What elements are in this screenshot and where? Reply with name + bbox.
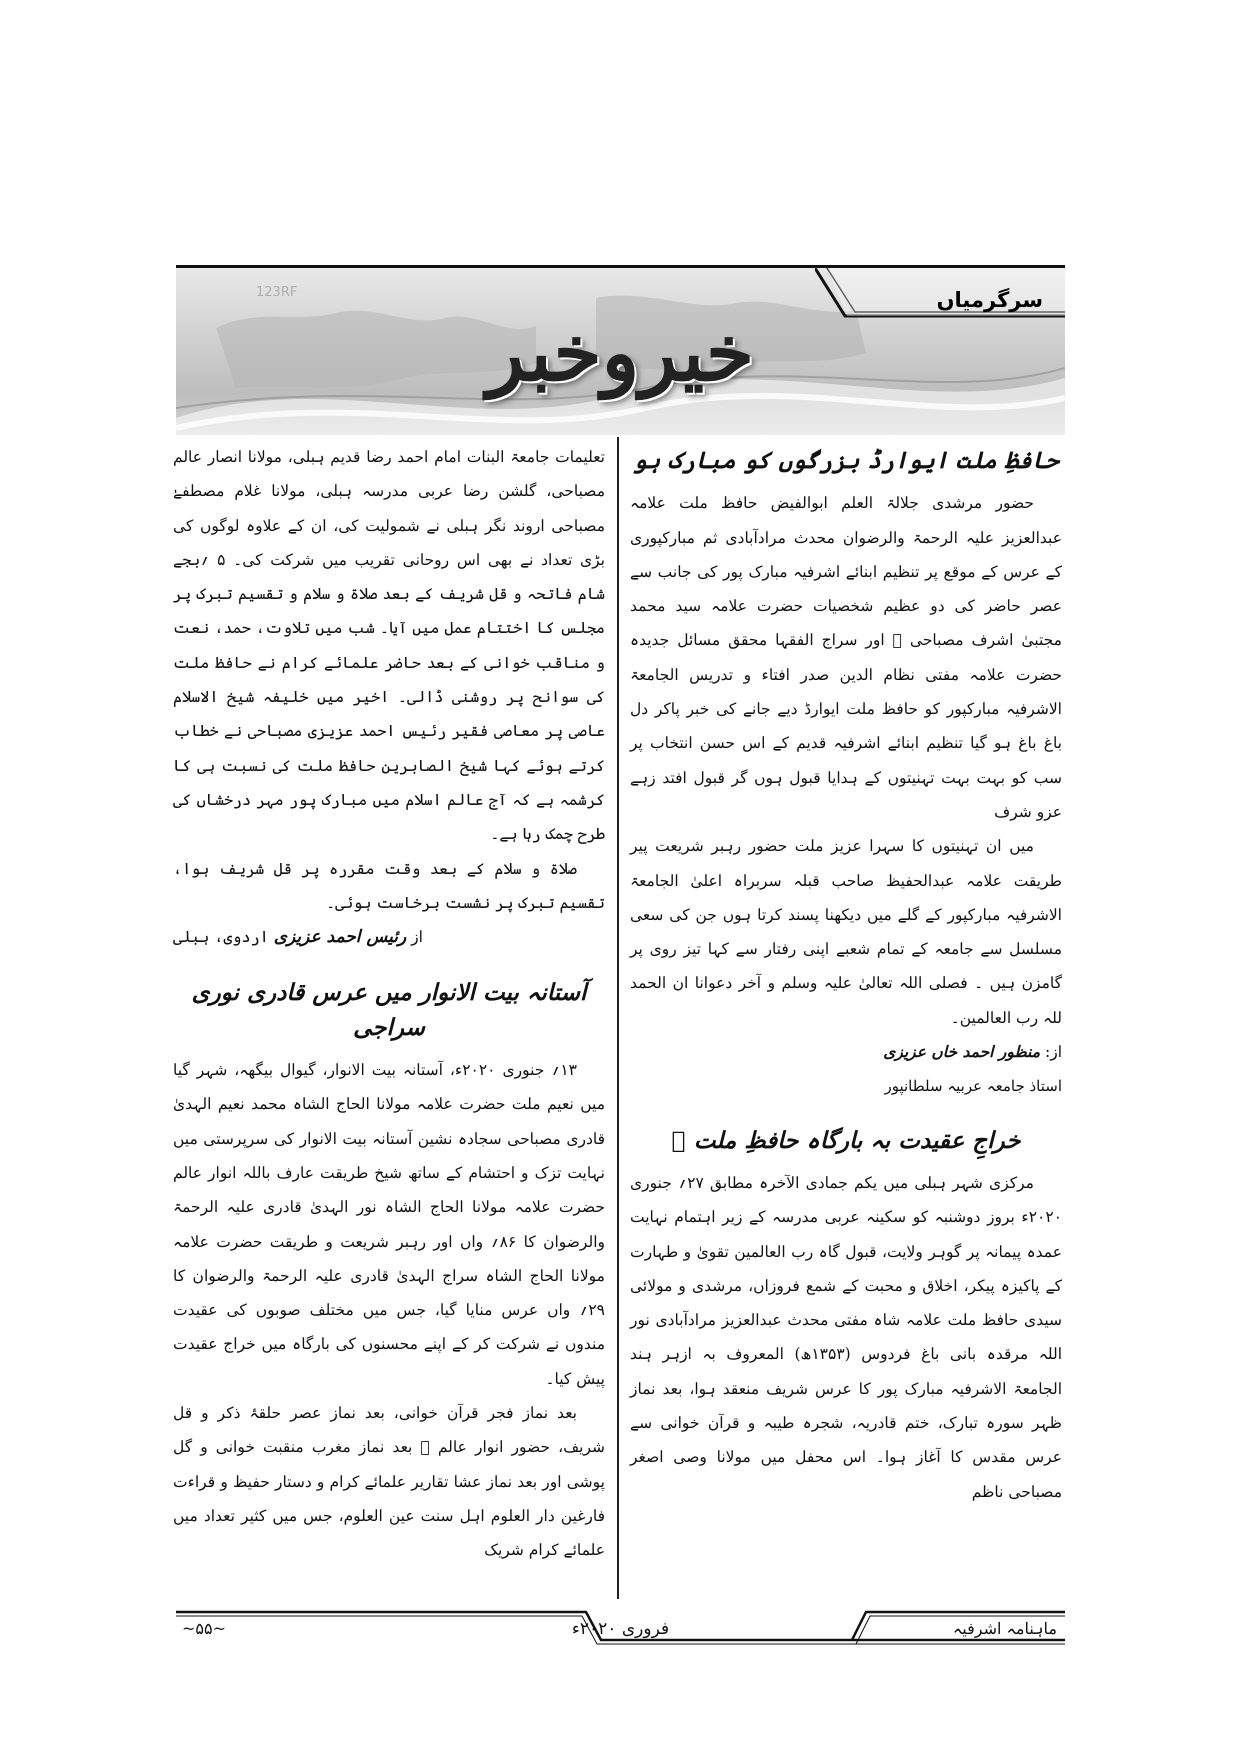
article-heading-urs-qadri-noori-siraji: آستانہ بیت الانوار میں عرس قادری نوری سراجی <box>191 979 587 1041</box>
article-paragraph: ۱۳؍ جنوری ۲۰۲۰ء، آستانہ بیت الانوار، گیوال بیگھہ، شہر گیا میں نعیم ملت حضرت علامہ مولانا الحاج الشاہ محمد نعیم الہدیٰ قادری مصباحی سجادہ نشین آستانہ بیت الانوار کی سرپرستی میں نہایت تزک و احتشام کے ساتھ شیخ طریقت عارف باللہ انوار عالم حضرت علامہ مولانا الحاج الشاہ نور الہدیٰ قادری علیہ الرحمۃ والرضوان کا ۸۶؍ واں اور رہبر شریعت و طریقت حضرت علامہ مولانا الحاج الشاہ سراج الہدیٰ قادری علیہ الرحمۃ والرضوان کا ۲۹؍ واں عرس منایا گیا، جس میں مختلف صوبوں کی عقیدت مندوں نے شرکت کر کے اپنے محسنوں کی بارگاہ میں خراج عقیدت پیش کیا۔ <box>173 1061 606 1388</box>
page-number: ~۵۵~ <box>182 1619 226 1638</box>
footer-magazine-name: ماہنامہ اشرفیہ <box>952 1619 1057 1638</box>
byline-author: منظور احمد خاں عزیزی <box>883 1042 1041 1062</box>
article-continuation: تعلیمات جامعۃ البنات امام احمد رضا قدیم ہبلی، مولانا انصار عالم مصباحی، گلشن رضا عربی مدرسہ ہبلی، مولانا غلام مصطفےٰ مصباحی اروند نگر ہبلی نے شمولیت کی، ان کے علاوہ لوگوں کی بڑی تعداد نے بھی اس روحانی تقریب میں شرکت کی۔ ۵ ؍بجے شام فاتحہ و قل شریف کے بعد صلاۃ و سلام و تقسیم تبرک پر مجلس کا اختتام عمل میں آیا۔ شب میں تلاوت، حمد، نعت و مناقب خوانی کے بعد حاضر علمائے کرام نے حافظ ملت کی سوانح پر روشنی ڈالی۔ اخیر میں خلیفہ شیخ الاسلام عاصی پر معاصی فقیر رئیس احمد عزیزی مصباحی نے خطاب کرتے ہوئے کہا شیخ الصابرین حافظ ملت کی نسبت ہی کا کرشمہ ہے کہ آج عالم اسلام میں مبارک پور مہر درخشاں کی طرح چمک رہا ہے۔ <box>173 448 605 844</box>
article-paragraph: مرکزی شہر ہبلی میں یکم جمادی الآخرہ مطابق ۲۷؍ جنوری ۲۰۲۰ء بروز دوشنبہ کو سکینہ عربی مدرسہ کے زیر اہتمام نہایت عمدہ پیمانہ پر گوہر ولایت، قبول گاہ رب العالمین تقویٰ و طہارت کے پاکیزہ پیکر، اخلاق و محبت کے شمع فروزاں، مرشدی و مولائی سیدی حافظ ملت علامہ شاہ مفتی محدث عبدالعزیز مرادآبادی نور اللہ مرقدہ بانی باغ فردوس (۱۳۵۳ھ) المعروف بہ ازہر ہند الجامعۃ الاشرفیہ مبارک پور کا عرس شریف منعقد ہوا، بعد نماز ظہر سورہ تبارک، ختم قادریہ، شجرہ طیبہ و قرآن خوانی سے عرس مقدس کا آغاز ہوا۔ اس محفل میں مولانا وصی اصغر مصباحی ناظم <box>630 1173 1063 1501</box>
byline-institution: استاذ جامعہ عربیہ سلطانپور <box>884 1077 1062 1096</box>
signoff-suffix: اردوی، ہبلی <box>173 928 269 947</box>
right-column <box>630 440 1062 1509</box>
column-divider <box>617 437 619 1599</box>
article-heading-hafiz-millat-award: حافظِ ملت ایوارڈ بزرگوں کو مبارک ہو <box>633 447 1059 474</box>
page-title: خیروخبر <box>486 308 755 399</box>
header-banner <box>176 265 1065 435</box>
article-signoff <box>173 920 605 954</box>
signoff-author: رئیس احمد عزیزی <box>273 927 407 948</box>
signoff-signature <box>173 920 423 954</box>
page-footer <box>176 1610 1065 1650</box>
byline-prefix: از: <box>1044 1043 1062 1062</box>
article-closing: صلاۃ و سلام کے بعد وقت مقررہ پر قل شریف ہوا، تقسیم تبرک پر نشست برخاست ہوئی۔ <box>173 859 605 912</box>
article-paragraph: میں ان تہنیتوں کا سہرا عزیز ملت حضور رہبر شریعت پیر طریقت علامہ عبدالحفیظ صاحب قبلہ سربراہ اعلیٰ الجامعۃ الاشرفیہ مبارکپور کے گلے میں دیکھنا پسند کرتا ہوں جن کی سعی مسلسل سے جامعہ کے تمام شعبے اپنی رفتار سے کہا تیز روی پر گامزن ہیں ۔ فصلی اللہ تعالیٰ علیہ وسلم و آخر دعوانا ان الحمد للہ رب العالمین۔ <box>630 837 1062 1027</box>
article-paragraph: حضور مرشدی جلالۃ العلم ابوالفیض حافظ ملت علامہ عبدالعزیز علیہ الرحمۃ والرضوان محدث مرادآبادی ثم مبارکپوری کے عرس کے موقع پر تنظیم ابنائے اشرفیہ مبارک پور کی جانب سے عصر حاضر کی دو عظیم شخصیات حضرت علامہ سید محمد مجتبیٰ اشرف مصباحی ﷬ اور سراج الفقہا محقق مسائل جدیدہ حضرت علامہ مفتی نظام الدین صدر افتاء و تدریس الجامعۃ الاشرفیہ مبارکپور کو حافظ ملت ایوارڈ دیے جانے کی خبر پاکر دل باغ باغ ہو گیا تنظیم ابنائے اشرفیہ قدیم کے اس حسن انتخاب پر سب کو بہت بہت تہنیتوں کے ہدایا قبول ہوں گر قبول افتد زہے عزو شرف <box>630 494 1062 821</box>
footer-issue-date: فروری ۲۰۲۰ء <box>571 1619 670 1639</box>
section-label: سرگرمیاں <box>936 288 1043 312</box>
signoff-prefix: از <box>411 928 423 947</box>
left-column <box>173 440 605 1568</box>
article-heading-khiraj-e-aqeedat: خراجِ عقیدت بہ بارگاہ حافظِ ملت ﷬ <box>671 1126 1021 1154</box>
svg-text:123RF: 123RF <box>256 285 298 300</box>
article-byline <box>630 1035 1062 1069</box>
article-paragraph: بعد نماز فجر قرآن خوانی، بعد نماز عصر حلقۂ ذکر و قل شریف، حضور انوار عالم ﷬ بعد نماز مغرب منقبت خوانی و گل پوشی اور بعد نماز عشا تقاریر علمائے کرام و دستار حفیظ و قراءت فارغین دار العلوم اہل سنت عین العلوم، جس میں کثیر تعداد میں علمائے کرام شریک <box>173 1404 605 1560</box>
